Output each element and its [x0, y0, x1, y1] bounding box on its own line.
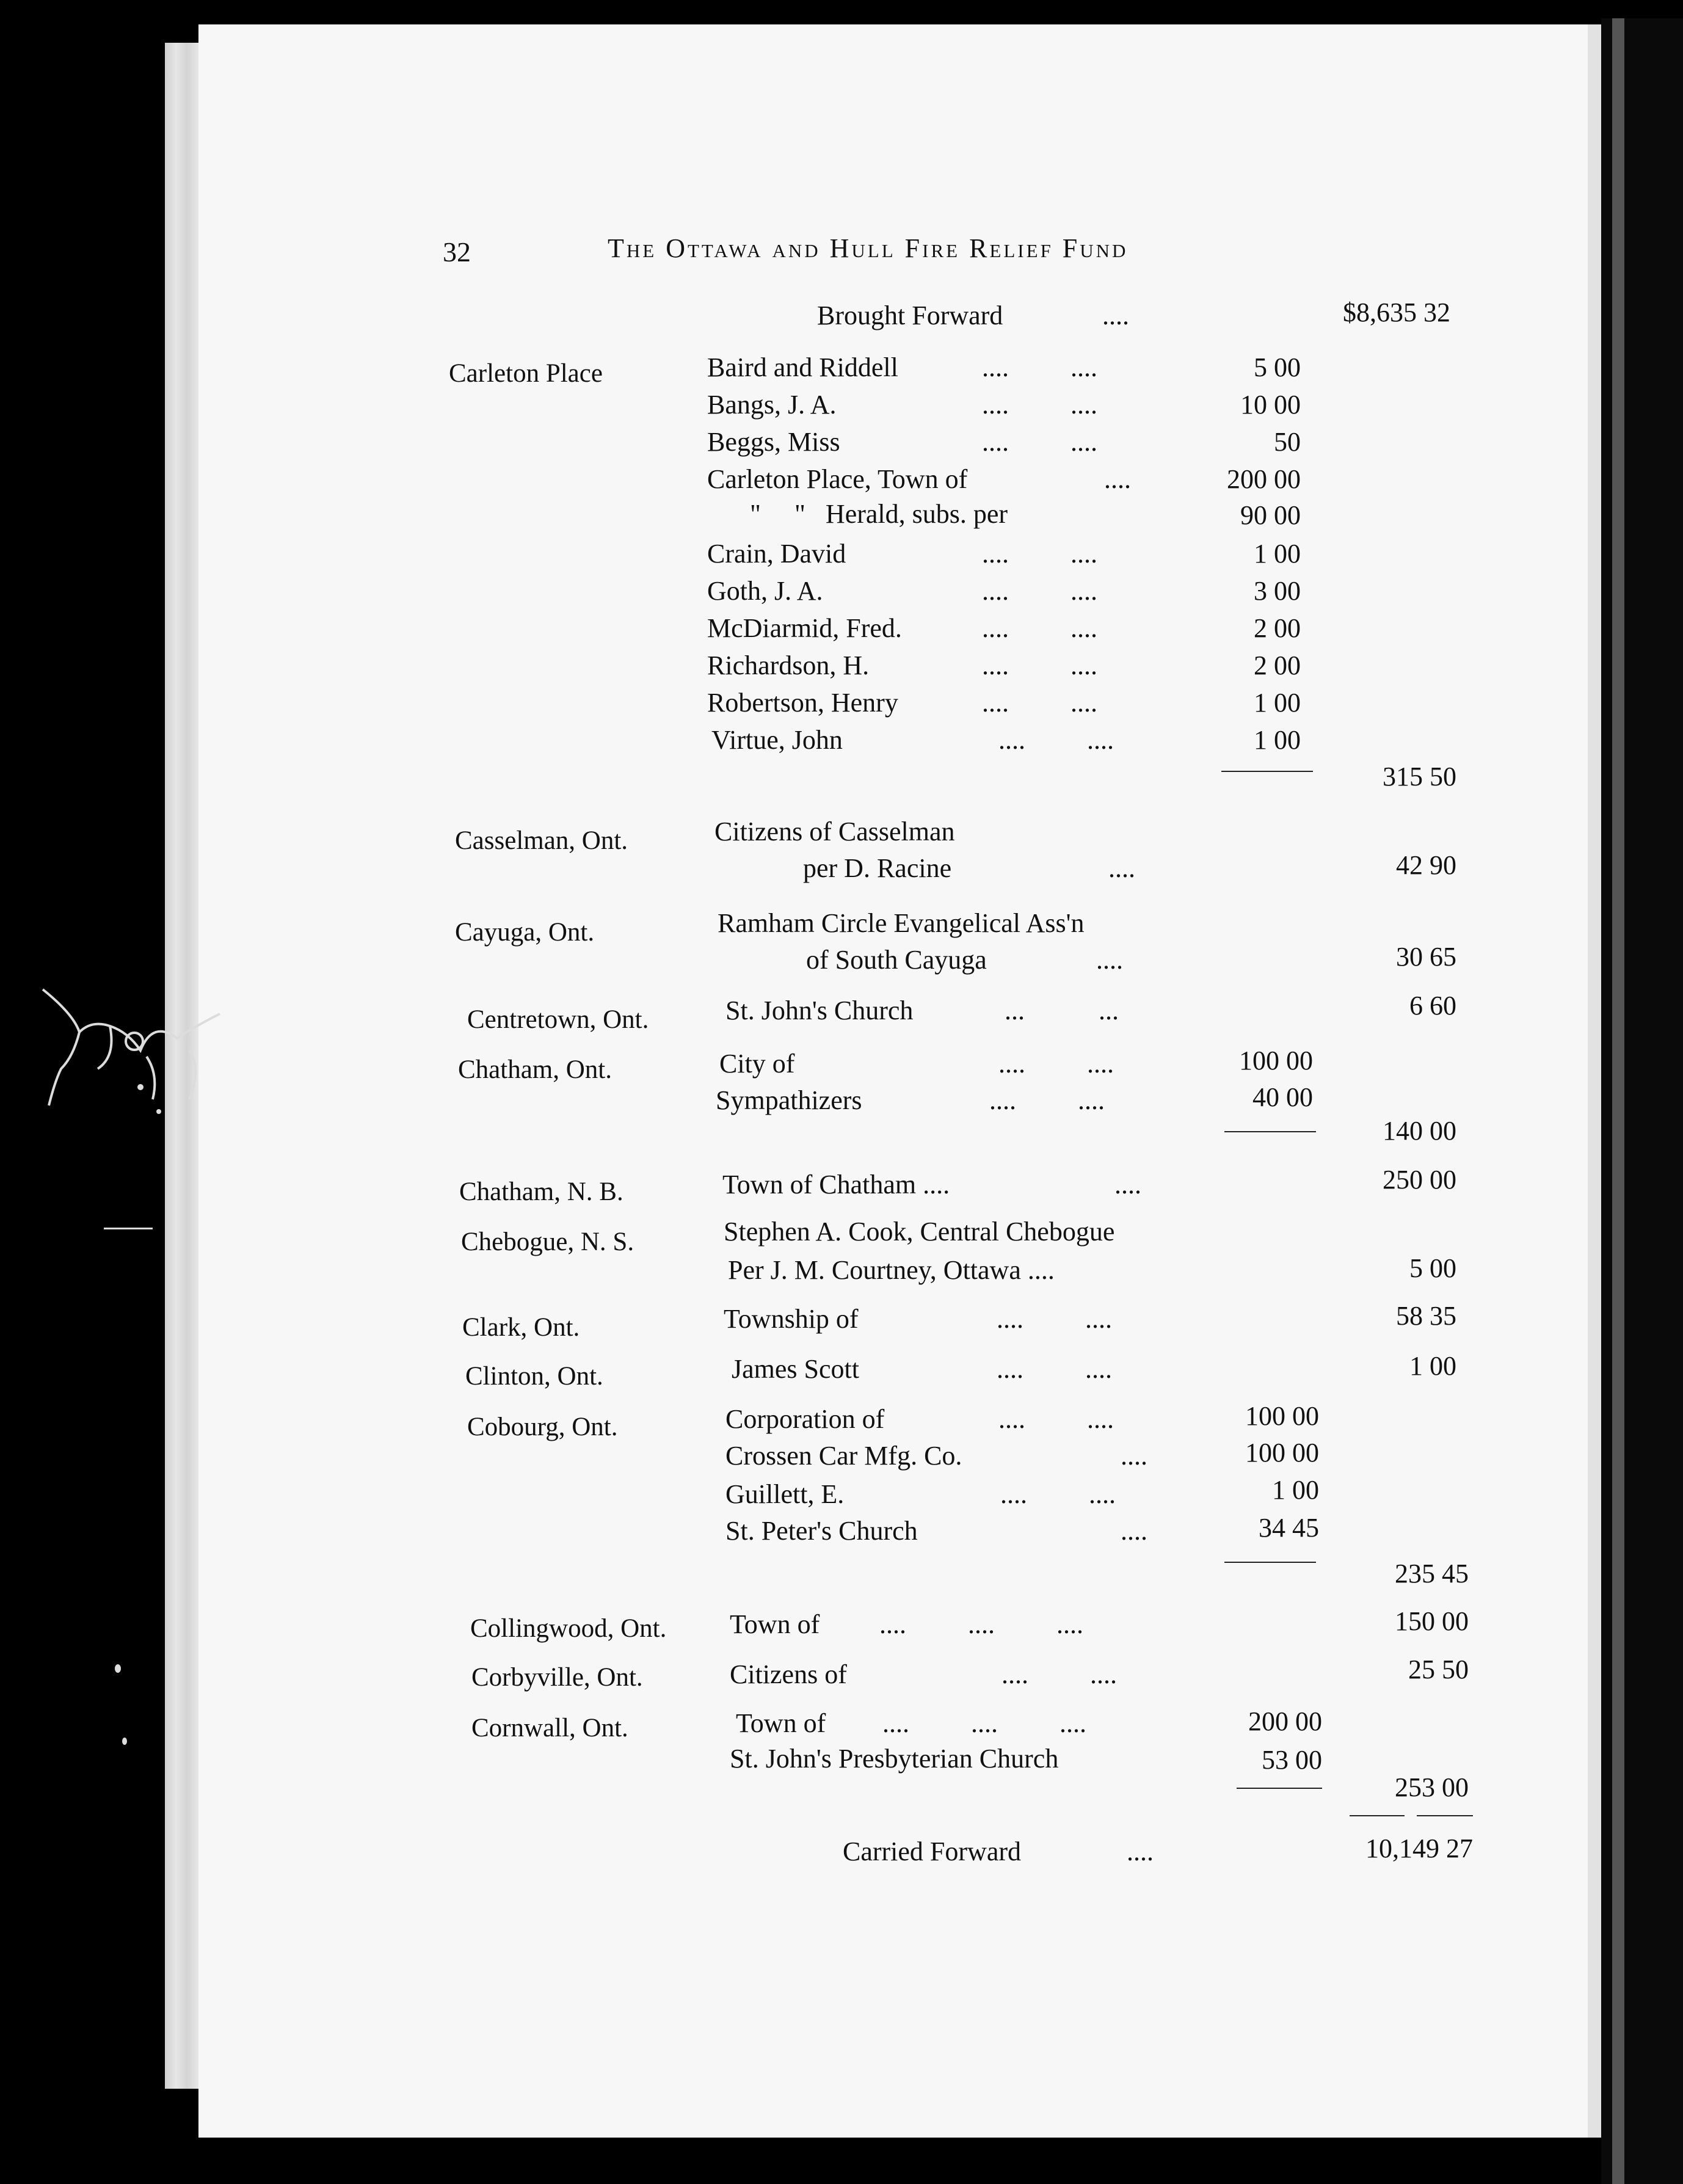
final-rule — [1417, 1815, 1473, 1816]
entry-name: St. John's Church — [725, 996, 914, 1025]
entry-amount: 53 00 — [1262, 1745, 1322, 1775]
entry-dots: .... .... — [997, 1304, 1112, 1334]
carried-forward-dots: .... — [1127, 1836, 1154, 1866]
scan-mark — [104, 1228, 153, 1229]
entry-dots: .... .... — [997, 1354, 1112, 1384]
entry-dots: .... — [1114, 1170, 1141, 1199]
location-label: Cobourg, Ont. — [467, 1413, 618, 1441]
subtotal-rule — [1224, 1562, 1316, 1563]
entry-dots: .... .... — [998, 1404, 1114, 1434]
entry-name: Township of — [724, 1304, 859, 1334]
entry-name: Sympathizers — [716, 1085, 862, 1115]
entry-name: Town of Chatham .... — [722, 1170, 950, 1199]
location-label: Corbyville, Ont. — [471, 1663, 643, 1692]
brought-forward-dots: .... — [1102, 300, 1129, 330]
entry-name: Goth, J. A. — [707, 576, 823, 606]
facing-page-edge — [1612, 18, 1624, 2184]
group-total: 235 45 — [1395, 1559, 1469, 1589]
group-total: 42 90 — [1396, 850, 1456, 880]
group-total: 30 65 — [1396, 942, 1456, 972]
entry-name: Guillett, E. — [725, 1479, 845, 1509]
entry-name: Crain, David — [707, 539, 846, 569]
entry-name: Town of — [730, 1609, 820, 1639]
entry-dots: .... — [1121, 1441, 1147, 1471]
entry-amount: 1 00 — [1272, 1475, 1319, 1505]
scan-debris-icon — [37, 983, 238, 1167]
entry-dots: .... .... — [982, 390, 1097, 420]
entry-name: Ramham Circle Evangelical Ass'n — [718, 908, 1085, 938]
scan-speck — [122, 1738, 127, 1745]
entry-dots: .... .... .... — [882, 1708, 1086, 1738]
entry-amount: 1 00 — [1254, 539, 1301, 569]
entry-name: Bangs, J. A. — [707, 390, 837, 420]
entry-dots: .... .... — [982, 576, 1097, 606]
document-page — [198, 24, 1588, 2138]
location-label: Clark, Ont. — [462, 1313, 580, 1342]
entry-name: Richardson, H. — [707, 650, 870, 680]
entry-name: St. John's Presbyterian Church — [730, 1744, 1059, 1774]
entry-amount: 5 00 — [1254, 352, 1301, 382]
entry-dots: .... .... — [989, 1085, 1105, 1115]
location-label: Casselman, Ont. — [455, 826, 628, 855]
group-total: 315 50 — [1383, 762, 1456, 792]
entry-amount: 100 00 — [1245, 1401, 1319, 1431]
entry-amount: 1 00 — [1254, 725, 1301, 755]
entry-amount: 1 00 — [1254, 688, 1301, 718]
entry-dots: .... .... .... — [879, 1609, 1083, 1639]
entry-name-cont: of South Cayuga — [806, 945, 987, 975]
group-total: 140 00 — [1383, 1116, 1456, 1146]
entry-name: Town of — [736, 1708, 826, 1738]
brought-forward-label: Brought Forward — [817, 300, 1003, 330]
entry-dots: .... — [1104, 464, 1131, 494]
scan-speck — [115, 1664, 121, 1673]
entry-amount: 100 00 — [1239, 1046, 1313, 1076]
entry-dots: .... .... — [982, 613, 1097, 643]
entry-dots: .... .... — [982, 427, 1097, 457]
entry-name-cont: Per J. M. Courtney, Ottawa .... — [728, 1255, 1055, 1285]
entry-amount: 2 00 — [1254, 613, 1301, 643]
entry-amount: 200 00 — [1248, 1706, 1322, 1736]
entry-name: Stephen A. Cook, Central Chebogue — [724, 1217, 1115, 1247]
entry-dots: .... — [1096, 945, 1123, 975]
entry-dots: .... .... — [998, 1049, 1114, 1079]
entry-dots: .... .... — [982, 352, 1097, 382]
location-label: Chatham, N. B. — [459, 1178, 623, 1206]
entry-dots: .... .... — [982, 688, 1097, 718]
entry-name: Baird and Riddell — [707, 352, 898, 382]
carried-forward-label: Carried Forward — [843, 1836, 1022, 1866]
brought-forward-amount: $8,635 32 — [1343, 297, 1450, 327]
entry-amount: 40 00 — [1252, 1082, 1313, 1112]
group-total: 1 00 — [1409, 1351, 1456, 1381]
location-label: Chatham, Ont. — [458, 1055, 612, 1084]
entry-dots: ... ... — [1005, 996, 1119, 1025]
entry-dots: .... .... — [982, 539, 1097, 569]
location-label: Clinton, Ont. — [465, 1362, 603, 1391]
final-rule — [1350, 1815, 1405, 1816]
group-total: 250 00 — [1383, 1165, 1456, 1195]
entry-dots: .... .... — [1001, 1659, 1117, 1689]
entry-name: Robertson, Henry — [707, 688, 898, 718]
entry-name: Beggs, Miss — [707, 427, 840, 457]
location-label: Carleton Place — [449, 359, 603, 388]
entry-name: McDiarmid, Fred. — [707, 613, 902, 643]
location-label: Cayuga, Ont. — [455, 918, 595, 947]
entry-name-cont: per D. Racine — [803, 853, 952, 883]
entry-amount: 10 00 — [1240, 390, 1301, 420]
entry-name: St. Peter's Church — [725, 1516, 918, 1546]
entry-name: Citizens of — [730, 1659, 847, 1689]
group-total: 58 35 — [1396, 1301, 1456, 1331]
group-total: 5 00 — [1409, 1253, 1456, 1283]
entry-amount: 3 00 — [1254, 576, 1301, 606]
page-title: The Ottawa and Hull Fire Relief Fund — [608, 233, 1129, 263]
location-label: Chebogue, N. S. — [461, 1228, 634, 1256]
page-number: 32 — [443, 236, 471, 268]
entry-name: City of — [719, 1049, 795, 1079]
entry-amount: 50 — [1274, 427, 1301, 457]
entry-dots: .... — [1121, 1516, 1147, 1546]
entry-name: Corporation of — [725, 1404, 885, 1434]
entry-amount: 2 00 — [1254, 650, 1301, 680]
group-total: 150 00 — [1395, 1606, 1469, 1636]
page-right-edge — [1588, 24, 1601, 2138]
location-label: Collingwood, Ont. — [470, 1614, 667, 1643]
entry-amount: 90 00 — [1240, 500, 1301, 530]
entry-name: Citizens of Casselman — [714, 817, 955, 846]
entry-amount: 34 45 — [1259, 1513, 1319, 1543]
group-total: 6 60 — [1409, 991, 1456, 1021]
carried-forward-amount: 10,149 27 — [1365, 1833, 1473, 1863]
entry-name: Crossen Car Mfg. Co. — [725, 1441, 962, 1471]
entry-name: James Scott — [732, 1354, 859, 1384]
entry-name: " " Herald, subs. per — [750, 499, 1008, 529]
entry-name: Carleton Place, Town of — [707, 464, 968, 494]
location-label: Cornwall, Ont. — [471, 1714, 628, 1742]
entry-amount: 100 00 — [1245, 1438, 1319, 1468]
group-total: 253 00 — [1395, 1772, 1469, 1802]
entry-dots: .... .... — [1000, 1479, 1116, 1509]
location-label: Centretown, Ont. — [467, 1005, 649, 1034]
entry-dots: .... .... — [982, 650, 1097, 680]
entry-amount: 200 00 — [1227, 464, 1301, 494]
group-total: 25 50 — [1408, 1654, 1469, 1684]
entry-name: Virtue, John — [711, 725, 843, 755]
entry-dots: .... — [1108, 853, 1135, 883]
entry-dots: .... .... — [998, 725, 1114, 755]
